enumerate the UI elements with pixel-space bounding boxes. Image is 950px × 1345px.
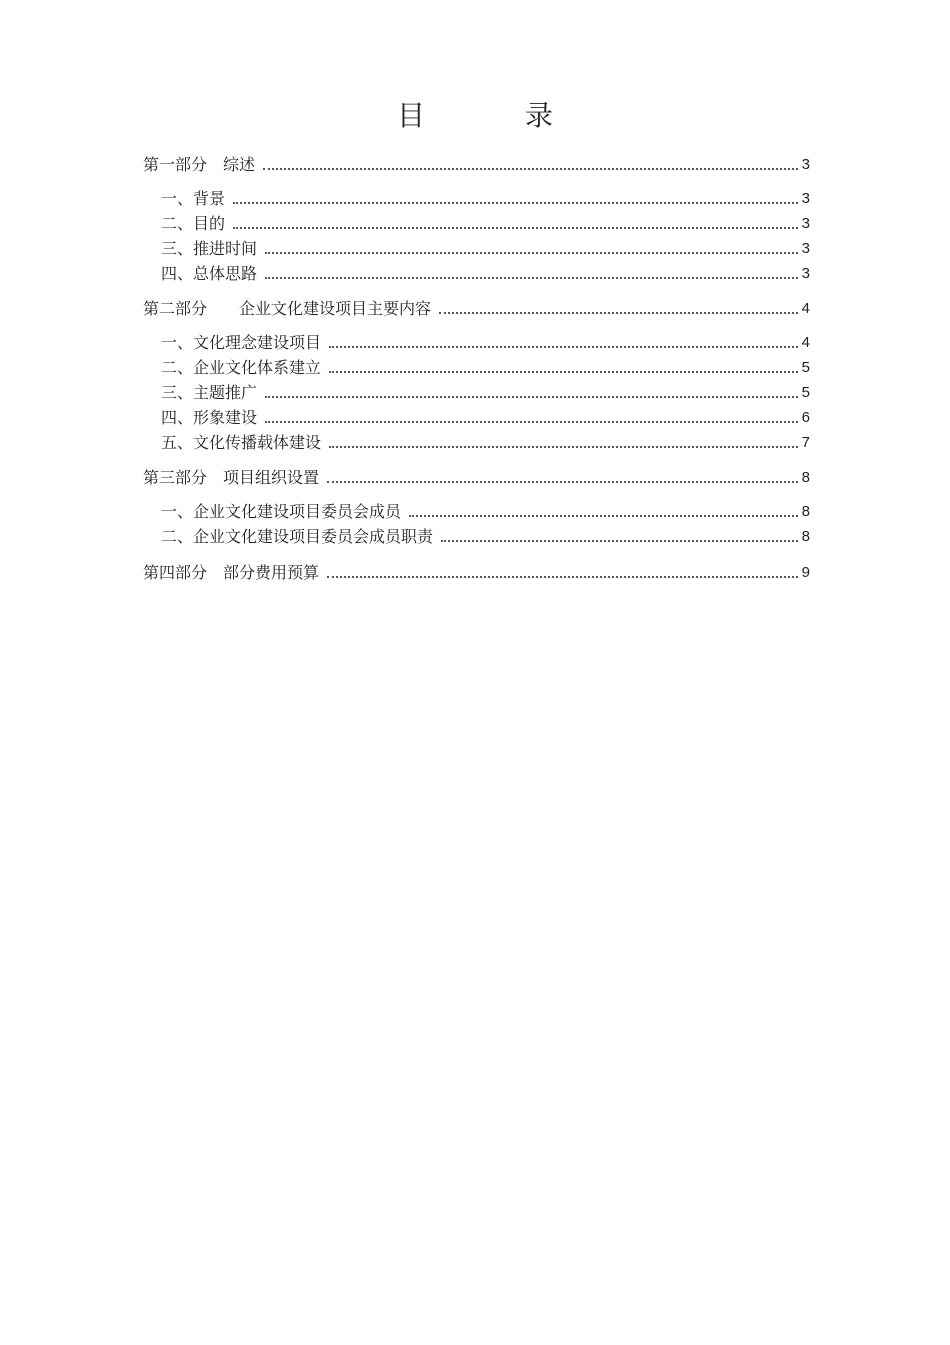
toc-entry-1-1[interactable] <box>161 187 818 209</box>
toc-entry-page: 3 <box>801 265 810 282</box>
dot-leader <box>329 371 798 373</box>
toc-entry-page: 5 <box>801 384 810 401</box>
toc-entry-label: 二、企业文化建设项目委员会成员职责 <box>161 527 434 546</box>
toc-entry-label: 第二部分 企业文化建设项目主要内容 <box>143 299 432 318</box>
toc-entry-1-3[interactable] <box>161 237 818 259</box>
toc-entry-label: 第四部分 部分费用预算 <box>143 563 320 582</box>
toc-entry-label: 一、文化理念建设项目 <box>161 333 322 352</box>
toc-entry-page: 8 <box>801 469 810 486</box>
dot-leader <box>329 446 798 448</box>
toc-entry-2-5[interactable] <box>161 431 818 453</box>
dot-leader <box>439 312 798 314</box>
toc-entry-page: 8 <box>801 528 810 545</box>
dot-leader <box>327 481 798 483</box>
toc-entry-part-2[interactable] <box>143 297 818 319</box>
dot-leader <box>329 346 798 348</box>
toc-entry-part-3[interactable] <box>143 466 818 488</box>
toc-entry-label: 一、企业文化建设项目委员会成员 <box>161 502 402 521</box>
dot-leader <box>265 277 798 279</box>
toc-entry-label: 四、总体思路 <box>161 264 258 283</box>
toc-entry-3-2[interactable] <box>161 525 818 547</box>
dot-leader <box>233 227 798 229</box>
dot-leader <box>441 540 798 542</box>
toc-entry-2-4[interactable] <box>161 406 818 428</box>
dot-leader <box>233 202 798 204</box>
toc-entry-2-1[interactable] <box>161 331 818 353</box>
toc-entry-label: 三、主题推广 <box>161 383 258 402</box>
toc-entry-1-4[interactable] <box>161 262 818 284</box>
toc-entry-label: 二、目的 <box>161 214 226 233</box>
dot-leader <box>265 421 798 423</box>
toc-entry-part-1[interactable] <box>143 153 818 175</box>
toc-entry-label: 第三部分 项目组织设置 <box>143 468 320 487</box>
dot-leader <box>409 515 798 517</box>
toc-entry-label: 一、背景 <box>161 189 226 208</box>
toc-entry-page: 3 <box>801 156 810 173</box>
toc-entry-page: 6 <box>801 409 810 426</box>
toc-entry-2-2[interactable] <box>161 356 818 378</box>
dot-leader <box>327 576 798 578</box>
toc-entry-3-1[interactable] <box>161 500 818 522</box>
toc-entry-page: 3 <box>801 240 810 257</box>
toc-entry-page: 7 <box>801 434 810 451</box>
toc-entry-page: 5 <box>801 359 810 376</box>
toc-title: 目 录 <box>396 99 589 132</box>
dot-leader <box>265 252 798 254</box>
toc-entry-2-3[interactable] <box>161 381 818 403</box>
toc-entry-page: 3 <box>801 190 810 207</box>
toc-entry-label: 第一部分 综述 <box>143 155 256 174</box>
dot-leader <box>263 168 798 170</box>
toc-entry-label: 四、形象建设 <box>161 408 258 427</box>
toc-entry-page: 4 <box>801 300 810 317</box>
toc-entry-page: 9 <box>801 564 810 581</box>
toc-entry-label: 五、文化传播载体建设 <box>161 433 322 452</box>
toc-entry-page: 4 <box>801 334 810 351</box>
toc-entry-label: 三、推进时间 <box>161 239 258 258</box>
dot-leader <box>265 396 798 398</box>
toc-entry-page: 3 <box>801 215 810 232</box>
toc-entry-1-2[interactable] <box>161 212 818 234</box>
toc-entry-part-4[interactable] <box>143 561 818 583</box>
toc-entry-label: 二、企业文化体系建立 <box>161 358 322 377</box>
toc-entry-page: 8 <box>801 503 810 520</box>
